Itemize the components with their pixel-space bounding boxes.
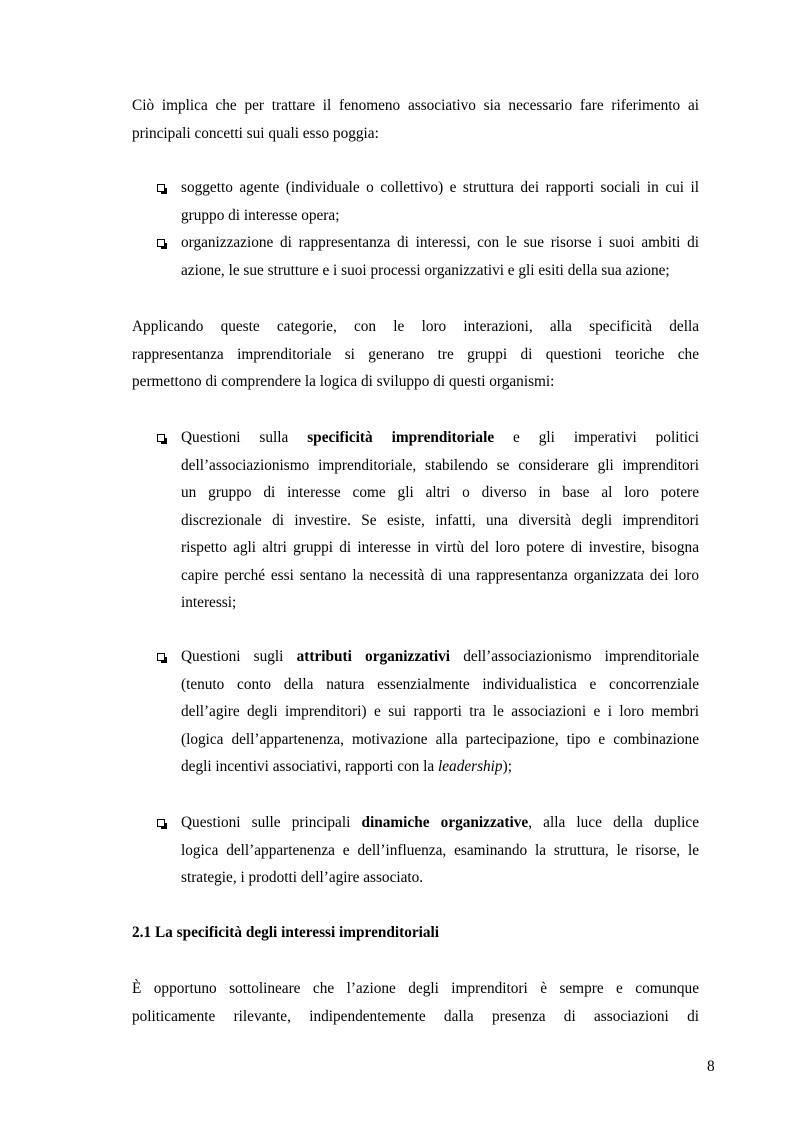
body-paragraph [132,975,699,1030]
intro-paragraph [132,92,699,147]
section-heading: 2.1 La specificità degli interessi imprenditoriali [132,924,440,941]
page-number: 8 [707,1058,715,1075]
text-line [181,753,699,781]
text-line: dell’associazionismo imprenditoriale, stabilendo se considerare gli imprenditori [181,456,699,474]
text-line: dell’agire degli imprenditori) e sui rapporti tra le associazioni e i loro membri [181,703,699,720]
text-line: capire perché essi sentano la necessità di una rappresentanza organizzata dei loro [181,566,699,584]
text-run: , alla luce della duplice [528,814,699,831]
bold-term: specificità imprenditoriale [307,429,495,446]
italic-term: leadership [438,758,503,775]
text-line: strategie, i prodotti dell’agire associato. [181,869,424,886]
checkbox-bullet-icon [157,819,165,827]
text-line [181,809,699,837]
text-run: Questioni sulla [181,429,308,446]
text-line: principali concetti sui quali esso poggia: [132,124,379,142]
bold-term: attributi organizzativi [296,648,451,665]
body-paragraph [132,313,699,396]
text-line: interessi; [181,594,237,611]
checkbox-bullet-icon [157,239,165,247]
text-line [181,643,699,671]
text-line: organizzazione di rappresentanza di interessi, con le sue risorse i suoi ambiti di [181,234,699,251]
text-line: permettono di comprendere la logica di sviluppo di questi organismi: [132,373,555,390]
text-line: rappresentanza imprenditoriale si generano tre gruppi di questioni teoriche che [132,345,699,363]
text-line: (tenuto conto della natura essenzialmente individualistica e concorrenziale [181,675,699,693]
text-line: politicamente rilevante, indipendentemente dalla presenza di associazioni di [132,1007,699,1025]
checkbox-bullet-icon [157,653,165,661]
text-run: Questioni sugli [181,648,297,665]
checkbox-bullet-icon [157,184,165,192]
text-line: azione, le sue strutture e i suoi processi organizzativi e gli esiti della sua azione; [181,261,670,279]
text-line [181,424,699,452]
text-run: degli incentivi associativi, rapporti con la [181,758,438,775]
text-line: logica dell’appartenenza e dell’influenza, esaminando la struttura, le risorse, le [181,841,699,859]
text-line: (logica dell’appartenenza, motivazione alla partecipazione, tipo e combinazione [181,730,699,748]
checkbox-bullet-icon [157,434,165,442]
text-line: Applicando queste categorie, con le loro interazioni, alla specificità della [132,318,699,335]
text-line: rispetto agli altri gruppi di interesse in virtù del loro potere di investire, bisogna [181,539,699,556]
text-line: È opportuno sottolineare che l’azione degli imprenditori è sempre e comunque [132,980,699,997]
text-line: soggetto agente (individuale o collettivo) e struttura dei rapporti sociali in cui il [181,179,699,196]
text-line: gruppo di interesse opera; [181,206,340,224]
text-run: Questioni sulle principali [181,814,362,831]
text-line: discrezionale di investire. Se esiste, infatti, una diversità degli imprenditori [181,511,699,529]
bold-term: dinamiche organizzative [361,814,529,831]
text-run: ); [502,758,512,775]
text-run: dell’associazionismo imprenditoriale [450,648,699,665]
text-line: un gruppo di interesse come gli altri o diverso in base al loro potere [181,484,699,501]
text-line: Ciò implica che per trattare il fenomeno associativo sia necessario fare riferimento ai [132,97,699,114]
text-run: e gli imperativi politici [494,429,699,446]
